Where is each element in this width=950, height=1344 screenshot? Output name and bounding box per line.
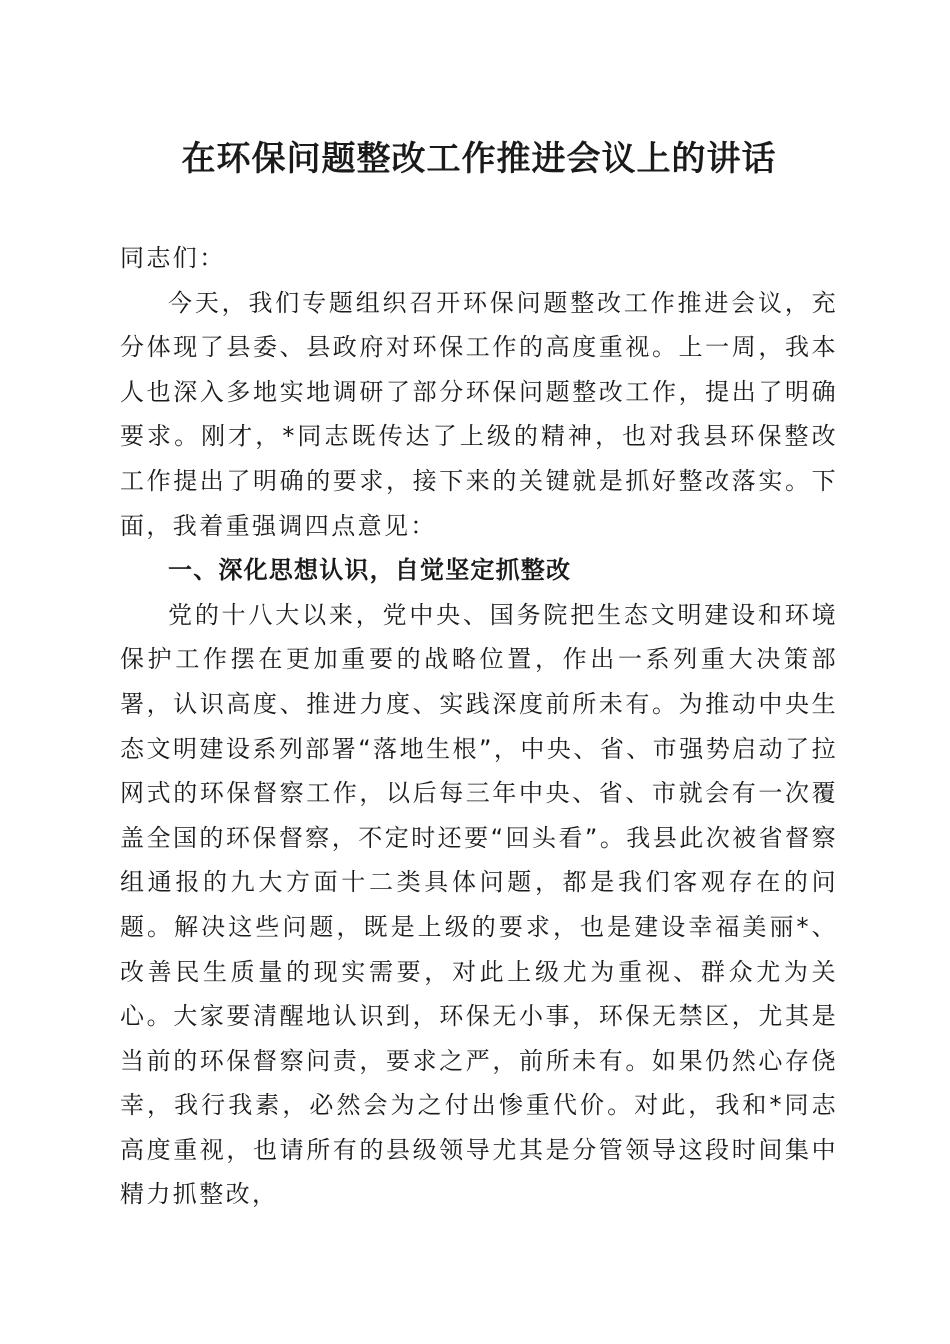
document-title: 在环保问题整改工作推进会议上的讲话	[181, 139, 777, 179]
salutation: 同志们：	[120, 244, 226, 272]
intro-paragraph: 今天，我们专题组织召开环保问题整改工作推进会议，充分体现了县委、县政府对环保工作的高度重视。上一周，我本人也深入多地实地调研了部分环保问题整改工作，提出了明确要求。刚才，*同志既传达了上级的精神，也对我县环保整改工作提出了明确的要求，接下来的关键就是抓好整改落实。下面，我着重强调四点意见：	[120, 288, 838, 540]
document-body	[120, 236, 838, 1217]
section-heading: 一、深化思想认识，自觉坚定抓整改	[168, 556, 572, 585]
section-paragraph: 党的十八大以来，党中央、国务院把生态文明建设和环境保护工作摆在更加重要的战略位置，作出一系列重大决策部署，认识高度、推进力度、实践深度前所未有。为推动中央生态文明建设系列部署“落地生根”，中央、省、市强势启动了拉网式的环保督察工作，以后每三年中央、省、市就会有一次覆盖全国的环保督察，不定时还要“回头看”。我县此次被省督察组通报的九大方面十二类具体问题，都是我们客观存在的问题。解决这些问题，既是上级的要求，也是建设幸福美丽*、改善民生质量的现实需要，对此上级尤为重视、群众尤为关心。大家要清醒地认识到，环保无小事，环保无禁区，尤其是当前的环保督察问责，要求之严，前所未有。如果仍然心存侥幸，我行我素，必然会为之付出惨重代价。对此，我和*同志高度重视，也请所有的县级领导尤其是分管领导这段时间集中精力抓整改，	[120, 600, 838, 1209]
